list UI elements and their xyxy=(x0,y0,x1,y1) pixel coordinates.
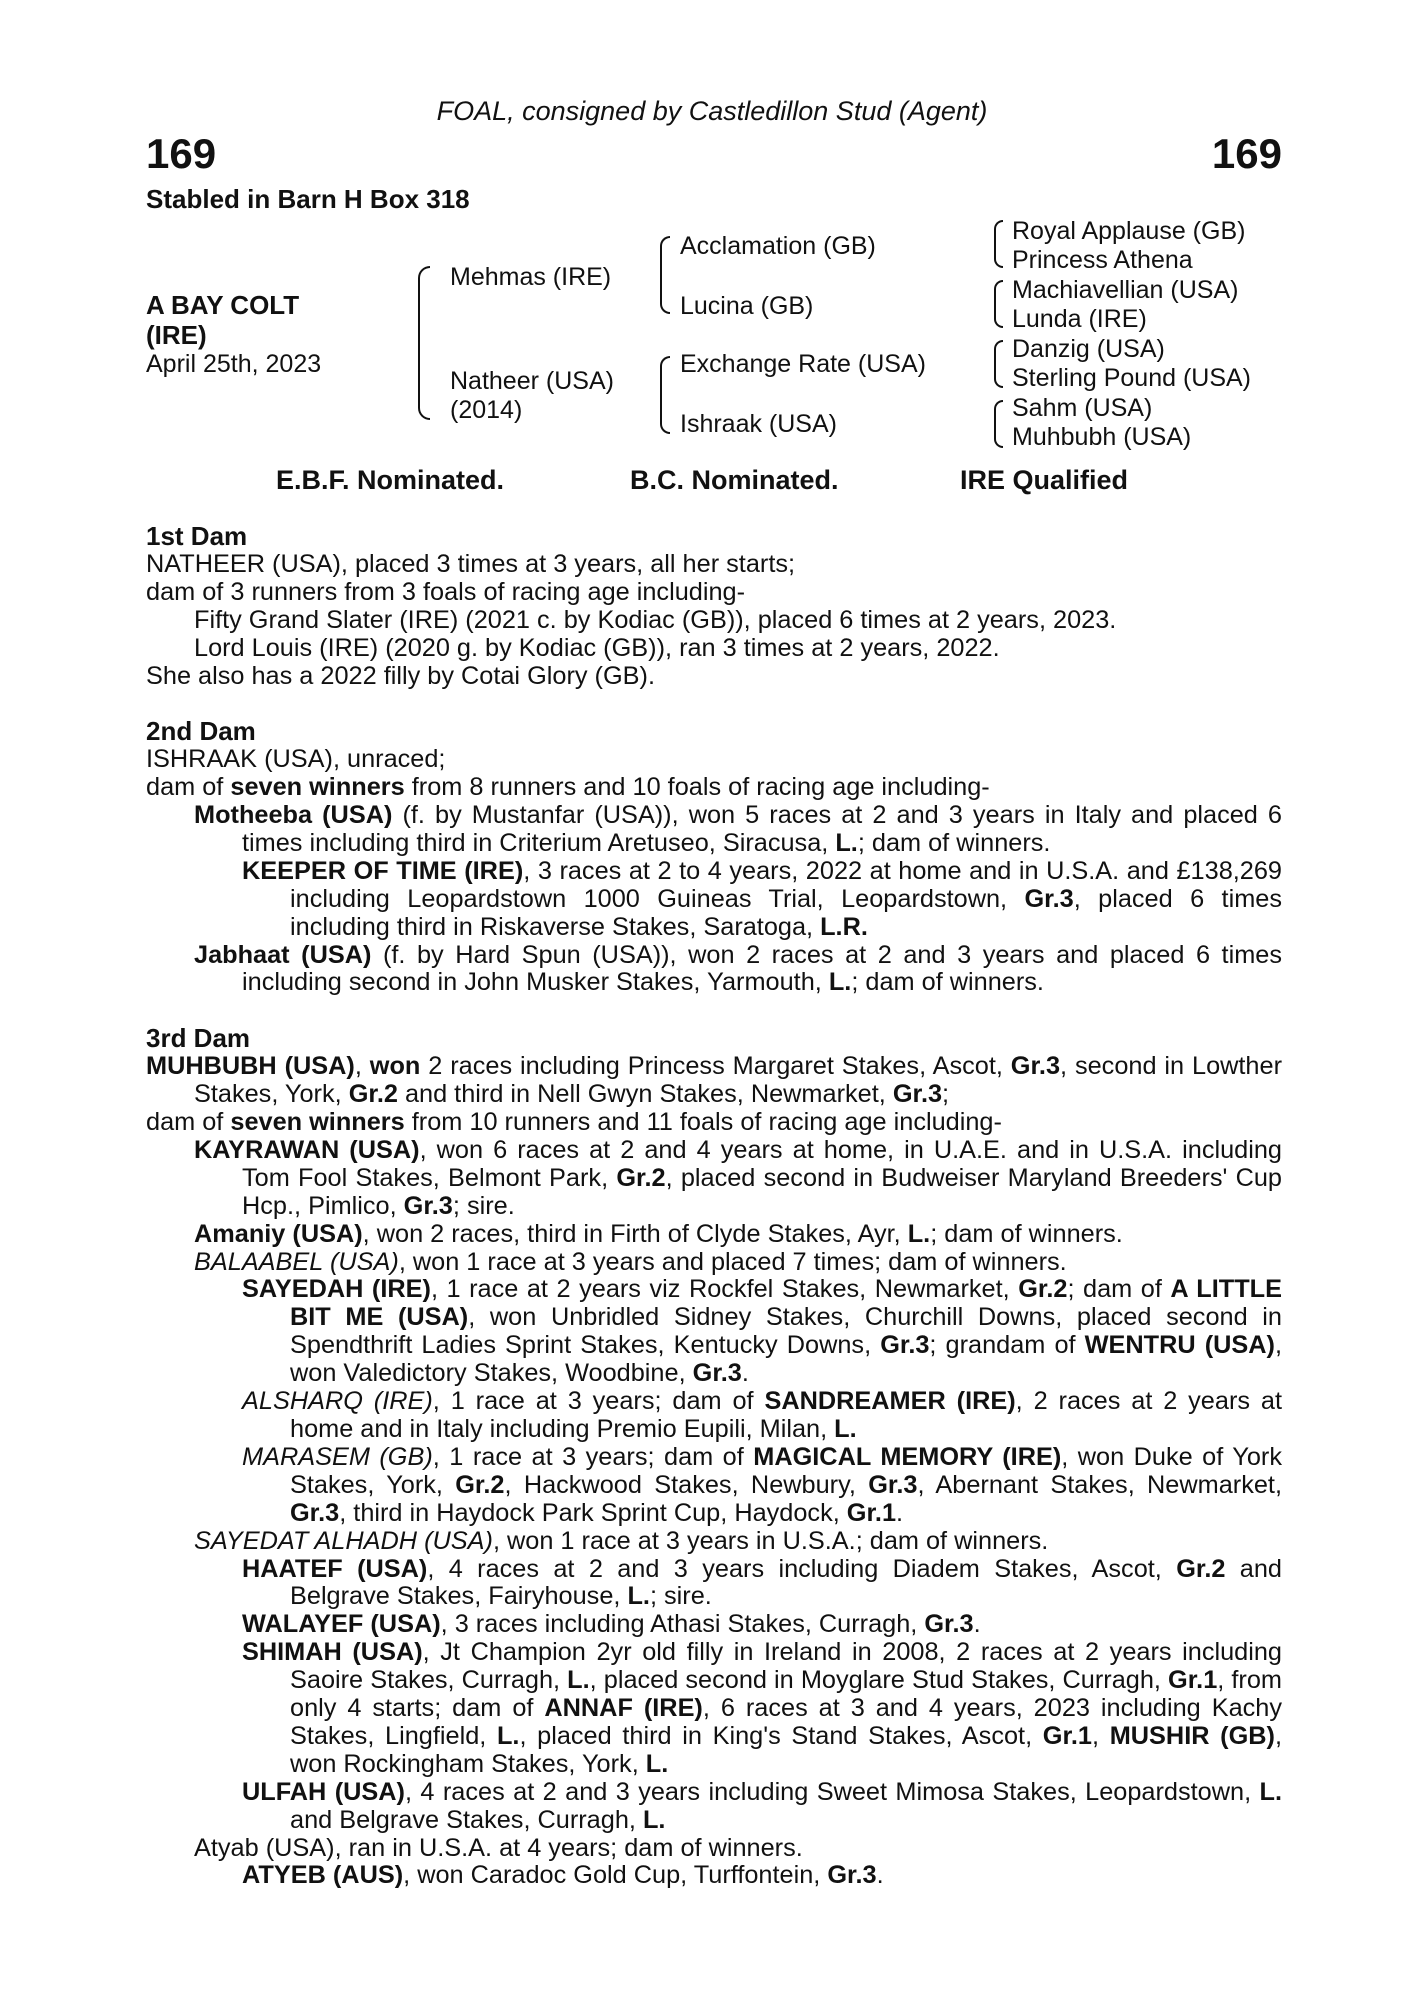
entry-atyeb: ATYEB (AUS), won Caradoc Gold Cup, Turffontein, Gr.3. xyxy=(242,1861,884,1890)
dam-bracket xyxy=(660,356,670,434)
sire-sire: Acclamation (GB) xyxy=(680,232,876,260)
entry-keeper-of-time: KEEPER OF TIME (IRE), 3 races at 2 to 4 years, 2022 at home and in U.S.A. and £138,269 including Leopardstown 1000 Guineas Trial, Leopardstown, Gr.3, placed 6 times including third in Riskaverse Stakes, Saratoga, L.R. xyxy=(242,856,1283,941)
grandparent-7: Sahm (USA) xyxy=(1012,394,1153,422)
entry-shimah: SHIMAH (USA), Jt Champion 2yr old filly in Ireland in 2008, 2 races at 2 years including Saoire Stakes, Curragh, L., placed second in Moyglare Stud Stakes, Curragh, Gr.1, from only 4 starts; dam of ANNAF (IRE), 6 races at 3 and 4 years, 2023 including Kachy Stakes, Lingfield, L., placed third in King's Stand Stakes, Ascot, Gr.1, MUSHIR (GB), won Rockingham Stakes, York, L. xyxy=(242,1638,1283,1778)
entry-kayrawan: KAYRAWAN (USA), won 6 races at 2 and 4 years at home, in U.A.E. and in U.S.A. including Tom Fool Stakes, Belmont Park, Gr.2, placed second in Budweiser Maryland Breeders' Cup Hcp., Pimlico, Gr.3; sire. xyxy=(194,1135,1282,1220)
stabling-info: Stabled in Barn H Box 318 xyxy=(146,184,470,214)
entry-atyab: Atyab (USA), ran in U.S.A. at 4 years; dam of winners. xyxy=(194,1833,803,1862)
entry-sayedah: SAYEDAH (IRE), 1 race at 2 years viz Rockfel Stakes, Newmarket, Gr.2; dam of A LITTLE BIT ME (USA), won Unbridled Sidney Stakes, Churchill Downs, placed second in Spendthrift Ladies Sprint Stakes, Kentucky Downs, Gr.3; grandam of WENTRU (USA), won Valedictory Stakes, Woodbine, Gr.3. xyxy=(242,1275,1282,1388)
grandparent-2: Princess Athena xyxy=(1012,246,1193,274)
first-dam-foal-2: Lord Louis (IRE) (2020 g. by Kodiac (GB)), ran 3 times at 2 years, 2022. xyxy=(194,633,1000,662)
horse-name-line1: A BAY COLT xyxy=(146,290,300,320)
entry-haatef: HAATEF (USA), 4 races at 2 and 3 years including Diadem Stakes, Ascot, Gr.2 and Belgrave Stakes, Fairyhouse, L.; sire. xyxy=(242,1554,1282,1611)
entry-ulfah: ULFAH (USA), 4 races at 2 and 3 years including Sweet Mimosa Stakes, Leopardstown, L. and Belgrave Stakes, Curragh, L. xyxy=(242,1777,1282,1834)
horse-dob: April 25th, 2023 xyxy=(146,350,322,378)
g-bracket-4 xyxy=(994,400,1003,448)
sire-name: Mehmas (IRE) xyxy=(450,263,612,291)
g-bracket-2 xyxy=(994,280,1003,328)
horse-name-line2: (IRE) xyxy=(146,320,207,350)
catalogue-body xyxy=(146,523,1282,1890)
ire-qualification: IRE Qualified xyxy=(960,465,1129,495)
entry-amaniy: Amaniy (USA), won 2 races, third in Firth of Clyde Stakes, Ayr, L.; dam of winners. xyxy=(194,1219,1123,1248)
lot-number-right: 169 xyxy=(1211,130,1282,177)
entry-alsharq: ALSHARQ (IRE), 1 race at 3 years; dam of SANDREAMER (IRE), 2 races at 2 years at home and in Italy including Premio Eupili, Milan, L. xyxy=(242,1387,1282,1443)
entry-muhbubh: MUHBUBH (USA), won 2 races including Princess Margaret Stakes, Ascot, Gr.3, second in Lowther Stakes, York, Gr.2 and third in Nell Gwyn Stakes, Newmarket, Gr.3; xyxy=(146,1052,1282,1109)
dam-name: Natheer (USA) xyxy=(450,367,614,395)
first-dam-foal-1: Fifty Grand Slater (IRE) (2021 c. by Kodiac (GB)), placed 6 times at 2 years, 2023. xyxy=(194,605,1117,634)
grandparent-1: Royal Applause (GB) xyxy=(1012,217,1246,245)
entry-sayedat-alhadh: SAYEDAT ALHADH (USA), won 1 race at 3 years in U.S.A.; dam of winners. xyxy=(194,1526,1049,1555)
sire-dam: Lucina (GB) xyxy=(680,292,814,320)
ebf-nomination: E.B.F. Nominated. xyxy=(276,465,505,495)
g-bracket-3 xyxy=(994,340,1003,388)
dam-year: (2014) xyxy=(450,396,523,424)
entry-jabhaat: Jabhaat (USA) (f. by Hard Spun (USA)), won 2 races at 2 and 3 years and placed 6 times including second in John Musker Stakes, Yarmouth, L.; dam of winners. xyxy=(194,940,1282,997)
grandparent-4: Lunda (IRE) xyxy=(1012,305,1147,333)
third-dam-produce-intro: dam of seven winners from 10 runners and 11 foals of racing age including- xyxy=(146,1108,1002,1136)
consignment-line: FOAL, consigned by Castledillon Stud (Agent) xyxy=(436,96,988,126)
second-dam-heading: 2nd Dam xyxy=(146,716,256,747)
third-dam-heading: 3rd Dam xyxy=(146,1023,251,1054)
first-dam-produce-intro: dam of 3 runners from 3 foals of racing age including- xyxy=(146,577,746,606)
bc-nomination: B.C. Nominated. xyxy=(630,465,839,495)
entry-motheeba: Motheeba (USA) (f. by Mustanfar (USA)), won 5 races at 2 and 3 years in Italy and placed 6 times including third in Criterium Aretuseo, Siracusa, L.; dam of winners. xyxy=(194,801,1282,857)
first-dam-heading: 1st Dam xyxy=(146,521,248,551)
dam-dam: Ishraak (USA) xyxy=(680,410,837,438)
grandparent-6: Sterling Pound (USA) xyxy=(1012,364,1252,392)
g-bracket-1 xyxy=(994,220,1003,268)
grandparent-3: Machiavellian (USA) xyxy=(1012,276,1239,304)
entry-marasem: MARASEM (GB), 1 race at 3 years; dam of MAGICAL MEMORY (IRE), won Duke of York Stakes, York, Gr.2, Hackwood Stakes, Newbury, Gr.3, Abernant Stakes, Newmarket, Gr.3, third in Haydock Park Sprint Cup, Haydock, Gr.1. xyxy=(242,1442,1282,1527)
entry-balaabel: BALAABEL (USA), won 1 race at 3 years and placed 7 times; dam of winners. xyxy=(194,1247,1067,1276)
sire-bracket xyxy=(660,236,670,314)
grandparent-5: Danzig (USA) xyxy=(1012,335,1165,363)
grandparent-8: Muhbubh (USA) xyxy=(1012,423,1192,451)
lot-number-left: 169 xyxy=(146,130,217,177)
first-dam-line: NATHEER (USA), placed 3 times at 3 years, all her starts; xyxy=(146,549,796,578)
pedigree-bracket-main xyxy=(418,266,430,420)
second-dam-produce-intro: dam of seven winners from 8 runners and 10 foals of racing age including- xyxy=(146,773,990,802)
second-dam-line: ISHRAAK (USA), unraced; xyxy=(146,745,446,774)
entry-walayef: WALAYEF (USA), 3 races including Athasi Stakes, Curragh, Gr.3. xyxy=(242,1610,981,1639)
dam-sire: Exchange Rate (USA) xyxy=(680,350,926,378)
first-dam-note: She also has a 2022 filly by Cotai Glory (GB). xyxy=(146,661,655,690)
